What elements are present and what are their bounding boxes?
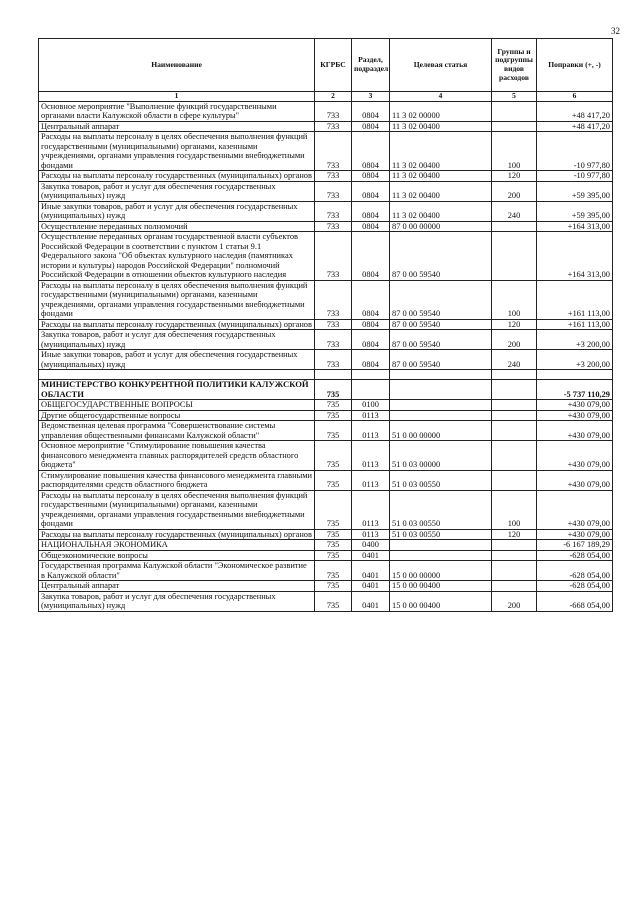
row-target-cell: 87 0 00 59540: [390, 330, 492, 350]
row-kgrbs-cell: 735: [315, 591, 352, 611]
row-name-cell: Расходы на выплаты персоналу в целях обеспечения выполнения функций государственными (муниципальными) органами, казенными учреждениями, органами управления государственными внебюджетными фондами: [39, 132, 315, 171]
table-row: [39, 490, 613, 529]
row-amount-cell: +161 113,00: [537, 319, 613, 329]
row-name-cell: Иные закупки товаров, работ и услуг для обеспечения государственных (муниципальных) нужд: [39, 201, 315, 221]
row-vid-cell: 100: [492, 490, 537, 529]
row-razdel-cell: 0401: [352, 561, 390, 581]
table-row: [39, 581, 613, 591]
row-vid-cell: [492, 441, 537, 470]
row-razdel-cell: [352, 370, 390, 380]
row-name-cell: Закупка товаров, работ и услуг для обеспечения государственных (муниципальных) нужд: [39, 181, 315, 201]
row-razdel-cell: 0804: [352, 171, 390, 181]
row-vid-cell: [492, 121, 537, 131]
row-target-cell: 87 0 00 59540: [390, 319, 492, 329]
row-target-cell: 87 0 00 59540: [390, 280, 492, 319]
row-amount-cell: +430 079,00: [537, 400, 613, 410]
row-target-cell: [390, 400, 492, 410]
row-vid-cell: 100: [492, 280, 537, 319]
row-name-cell: Стимулирование повышения качества финансового менеджмента главными распорядителями средств областного бюджета: [39, 470, 315, 490]
row-kgrbs-cell: 733: [315, 221, 352, 231]
row-target-cell: 15 0 00 00000: [390, 561, 492, 581]
row-razdel-cell: 0804: [352, 221, 390, 231]
row-amount-cell: -628 054,00: [537, 561, 613, 581]
row-name-cell: Расходы на выплаты персоналу в целях обеспечения выполнения функций государственными (муниципальными) органами, казенными учреждениями, органами управления государственными внебюджетными фондами: [39, 280, 315, 319]
table-row: [39, 370, 613, 380]
row-vid-cell: [492, 410, 537, 420]
row-razdel-cell: 0804: [352, 280, 390, 319]
row-name-cell: Другие общегосударственные вопросы: [39, 410, 315, 420]
row-target-cell: 11 3 02 00000: [390, 102, 492, 122]
row-kgrbs-cell: 733: [315, 102, 352, 122]
row-razdel-cell: 0401: [352, 591, 390, 611]
row-kgrbs-cell: 735: [315, 421, 352, 441]
header-target: Целевая статья: [390, 39, 492, 92]
row-amount-cell: +430 079,00: [537, 470, 613, 490]
row-kgrbs-cell: 735: [315, 581, 352, 591]
row-name-cell: Центральный аппарат: [39, 581, 315, 591]
row-kgrbs-cell: 735: [315, 410, 352, 420]
row-amount-cell: -6 167 189,29: [537, 540, 613, 550]
header-name: Наименование: [39, 39, 315, 92]
row-amount-cell: +430 079,00: [537, 490, 613, 529]
table-row: [39, 221, 613, 231]
row-amount-cell: +3 200,00: [537, 350, 613, 370]
row-target-cell: [390, 540, 492, 550]
header-amount: Поправки (+, -): [537, 39, 613, 92]
table-row: [39, 171, 613, 181]
row-vid-cell: 200: [492, 330, 537, 350]
row-vid-cell: 240: [492, 201, 537, 221]
row-target-cell: 11 3 02 00400: [390, 181, 492, 201]
column-number: 6: [537, 92, 613, 102]
table-row: [39, 591, 613, 611]
row-kgrbs-cell: 733: [315, 280, 352, 319]
row-name-cell: [39, 370, 315, 380]
header-row: [39, 39, 613, 92]
column-number: 1: [39, 92, 315, 102]
row-kgrbs-cell: 733: [315, 181, 352, 201]
row-target-cell: 51 0 03 00550: [390, 490, 492, 529]
row-amount-cell: +3 200,00: [537, 330, 613, 350]
row-kgrbs-cell: 735: [315, 561, 352, 581]
row-kgrbs-cell: 735: [315, 550, 352, 560]
table-row: [39, 330, 613, 350]
row-vid-cell: [492, 581, 537, 591]
row-vid-cell: 200: [492, 591, 537, 611]
row-kgrbs-cell: 735: [315, 441, 352, 470]
row-name-cell: ОБЩЕГОСУДАРСТВЕННЫЕ ВОПРОСЫ: [39, 400, 315, 410]
row-amount-cell: +164 313,00: [537, 221, 613, 231]
row-name-cell: Расходы на выплаты персоналу государственных (муниципальных) органов: [39, 171, 315, 181]
row-kgrbs-cell: 735: [315, 490, 352, 529]
table-row: [39, 232, 613, 280]
header-kgrbs: КГРБС: [315, 39, 352, 92]
row-name-cell: Государственная программа Калужской области "Экономическое развитие в Калужской области": [39, 561, 315, 581]
row-target-cell: [390, 380, 492, 400]
row-razdel-cell: 0804: [352, 319, 390, 329]
row-amount-cell: +48 417,20: [537, 121, 613, 131]
row-kgrbs-cell: 733: [315, 350, 352, 370]
row-vid-cell: 120: [492, 171, 537, 181]
row-vid-cell: 100: [492, 132, 537, 171]
row-kgrbs-cell: 733: [315, 232, 352, 280]
row-amount-cell: -5 737 110,29: [537, 380, 613, 400]
row-name-cell: Общеэкономические вопросы: [39, 550, 315, 560]
row-name-cell: Расходы на выплаты персоналу в целях обеспечения выполнения функций государственными (муниципальными) органами, казенными учреждениями, органами управления государственными внебюджетными фондами: [39, 490, 315, 529]
row-target-cell: 51 0 03 00000: [390, 441, 492, 470]
table-row: [39, 181, 613, 201]
row-vid-cell: 120: [492, 319, 537, 329]
row-amount-cell: -10 977,80: [537, 132, 613, 171]
row-vid-cell: [492, 550, 537, 560]
row-vid-cell: 240: [492, 350, 537, 370]
row-target-cell: 11 3 02 00400: [390, 121, 492, 131]
row-amount-cell: -668 054,00: [537, 591, 613, 611]
row-target-cell: 11 3 02 00400: [390, 171, 492, 181]
row-amount-cell: +48 417,20: [537, 102, 613, 122]
row-razdel-cell: 0804: [352, 181, 390, 201]
row-name-cell: Закупка товаров, работ и услуг для обеспечения государственных (муниципальных) нужд: [39, 591, 315, 611]
row-razdel-cell: 0113: [352, 421, 390, 441]
table-row: [39, 529, 613, 539]
row-name-cell: Ведомственная целевая программа "Совершенствование системы управления общественными финансами Калужской области": [39, 421, 315, 441]
row-name-cell: Расходы на выплаты персоналу государственных (муниципальных) органов: [39, 319, 315, 329]
row-name-cell: Расходы на выплаты персоналу государственных (муниципальных) органов: [39, 529, 315, 539]
row-kgrbs-cell: [315, 370, 352, 380]
budget-amendments-table: [38, 38, 613, 612]
row-vid-cell: [492, 102, 537, 122]
row-razdel-cell: 0804: [352, 350, 390, 370]
row-amount-cell: +430 079,00: [537, 421, 613, 441]
row-razdel-cell: 0113: [352, 529, 390, 539]
row-name-cell: Центральный аппарат: [39, 121, 315, 131]
row-amount-cell: +59 395,00: [537, 181, 613, 201]
row-amount-cell: -628 054,00: [537, 581, 613, 591]
row-kgrbs-cell: 733: [315, 319, 352, 329]
row-target-cell: 51 0 03 00550: [390, 470, 492, 490]
row-vid-cell: [492, 221, 537, 231]
row-kgrbs-cell: 735: [315, 470, 352, 490]
row-kgrbs-cell: 733: [315, 171, 352, 181]
row-kgrbs-cell: 735: [315, 400, 352, 410]
row-name-cell: Основное мероприятие "Выполнение функций государственными органами власти Калужской области в сфере культуры": [39, 102, 315, 122]
row-amount-cell: +430 079,00: [537, 529, 613, 539]
row-target-cell: 15 0 00 00400: [390, 591, 492, 611]
row-razdel-cell: 0804: [352, 330, 390, 350]
row-amount-cell: -628 054,00: [537, 550, 613, 560]
row-razdel-cell: 0804: [352, 201, 390, 221]
row-amount-cell: +59 395,00: [537, 201, 613, 221]
row-amount-cell: +430 079,00: [537, 441, 613, 470]
table-row: [39, 319, 613, 329]
row-kgrbs-cell: 733: [315, 132, 352, 171]
header-razdel: Раздел, подраздел: [352, 39, 390, 92]
table-row: [39, 421, 613, 441]
header-vid: Группы и подгруппы видов расходов: [492, 39, 537, 92]
row-razdel-cell: 0804: [352, 132, 390, 171]
row-amount-cell: +164 313,00: [537, 232, 613, 280]
table-row: [39, 441, 613, 470]
row-razdel-cell: 0113: [352, 410, 390, 420]
table-row: [39, 561, 613, 581]
row-razdel-cell: [352, 380, 390, 400]
row-amount-cell: [537, 370, 613, 380]
row-target-cell: 11 3 02 00400: [390, 201, 492, 221]
row-kgrbs-cell: 735: [315, 540, 352, 550]
row-name-cell: Основное мероприятие "Стимулирование повышения качества финансового менеджмента главных распорядителей средств областного бюджета": [39, 441, 315, 470]
row-vid-cell: [492, 561, 537, 581]
row-razdel-cell: 0113: [352, 490, 390, 529]
table-row: [39, 201, 613, 221]
row-name-cell: НАЦИОНАЛЬНАЯ ЭКОНОМИКА: [39, 540, 315, 550]
row-razdel-cell: 0113: [352, 441, 390, 470]
table-row: [39, 350, 613, 370]
row-razdel-cell: 0804: [352, 121, 390, 131]
row-amount-cell: -10 977,80: [537, 171, 613, 181]
row-target-cell: 15 0 00 00400: [390, 581, 492, 591]
table-row: [39, 102, 613, 122]
row-razdel-cell: 0400: [352, 540, 390, 550]
row-razdel-cell: 0804: [352, 102, 390, 122]
table-row: [39, 540, 613, 550]
table-row: [39, 470, 613, 490]
row-vid-cell: [492, 232, 537, 280]
row-target-cell: 51 0 00 00000: [390, 421, 492, 441]
row-name-cell: Иные закупки товаров, работ и услуг для обеспечения государственных (муниципальных) нужд: [39, 350, 315, 370]
row-target-cell: 11 3 02 00400: [390, 132, 492, 171]
table-row: [39, 410, 613, 420]
table-row: [39, 380, 613, 400]
table-row: [39, 280, 613, 319]
row-name-cell: Осуществление переданных полномочий: [39, 221, 315, 231]
row-target-cell: 51 0 03 00550: [390, 529, 492, 539]
row-razdel-cell: 0401: [352, 550, 390, 560]
column-number: 2: [315, 92, 352, 102]
row-vid-cell: 120: [492, 529, 537, 539]
row-vid-cell: [492, 421, 537, 441]
row-target-cell: 87 0 00 59540: [390, 350, 492, 370]
row-vid-cell: [492, 370, 537, 380]
row-target-cell: [390, 410, 492, 420]
row-kgrbs-cell: 733: [315, 330, 352, 350]
row-vid-cell: [492, 470, 537, 490]
row-kgrbs-cell: 733: [315, 201, 352, 221]
row-vid-cell: [492, 400, 537, 410]
row-target-cell: 87 0 00 00000: [390, 221, 492, 231]
row-amount-cell: +161 113,00: [537, 280, 613, 319]
table-row: [39, 121, 613, 131]
table-row: [39, 400, 613, 410]
row-target-cell: 87 0 00 59540: [390, 232, 492, 280]
row-name-cell: Осуществление переданных органам государственной власти субъектов Российской Федерации в соответствии с пунктом 1 статьи 9.1 Федерального закона "Об объектах культурного наследия (памятниках истории и культуры) народов Российской Федерации" полномочий Российской Федерации в отношении объектов культурного наследия: [39, 232, 315, 280]
row-razdel-cell: 0100: [352, 400, 390, 410]
column-number: 4: [390, 92, 492, 102]
column-number-row: [39, 92, 613, 102]
row-razdel-cell: 0401: [352, 581, 390, 591]
table-row: [39, 550, 613, 560]
row-razdel-cell: 0804: [352, 232, 390, 280]
page-number: 32: [611, 26, 620, 36]
row-name-cell: МИНИСТЕРСТВО КОНКУРЕНТНОЙ ПОЛИТИКИ КАЛУЖСКОЙ ОБЛАСТИ: [39, 380, 315, 400]
row-kgrbs-cell: 733: [315, 121, 352, 131]
column-number: 5: [492, 92, 537, 102]
row-vid-cell: [492, 540, 537, 550]
table-row: [39, 132, 613, 171]
row-target-cell: [390, 370, 492, 380]
row-vid-cell: [492, 380, 537, 400]
row-name-cell: Закупка товаров, работ и услуг для обеспечения государственных (муниципальных) нужд: [39, 330, 315, 350]
row-target-cell: [390, 550, 492, 560]
row-kgrbs-cell: 735: [315, 380, 352, 400]
row-kgrbs-cell: 735: [315, 529, 352, 539]
row-vid-cell: 200: [492, 181, 537, 201]
column-number: 3: [352, 92, 390, 102]
row-razdel-cell: 0113: [352, 470, 390, 490]
row-amount-cell: +430 079,00: [537, 410, 613, 420]
